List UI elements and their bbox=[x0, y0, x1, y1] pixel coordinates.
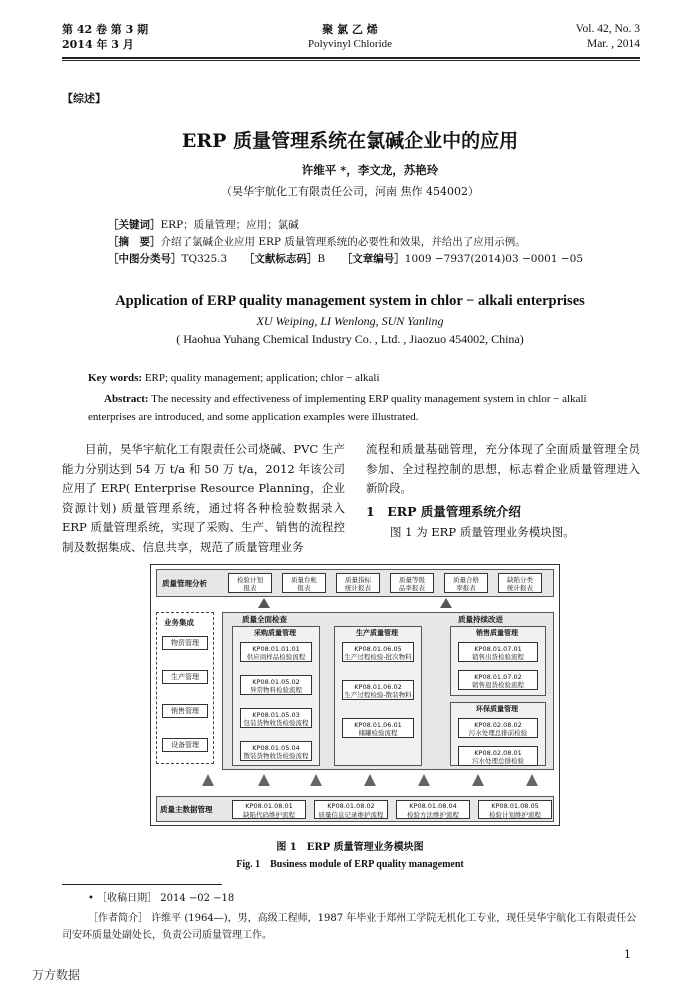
sales-process-box: KP08.01.07.02 销售退货检验流程 bbox=[458, 670, 538, 690]
authors-en: XU Weiping, LI Wenlong, SUN Yanling bbox=[256, 314, 444, 328]
purchase-title: 采购质量管理 bbox=[254, 629, 296, 637]
figure-caption-en: Fig. 1 Business module of ERP quality management bbox=[236, 859, 464, 870]
abstract-cn: ［摘 要］介绍了氯碱企业应用 ERP 质量管理系统的必要性和效果，并给出了应用示例。 bbox=[108, 236, 526, 248]
body-left-paragraph: 目前，昊华宇航化工有限责任公司烧碱、PVC 生产能力分别达到 54 万 t/a 和 50 万 t/a，2012 年该公司应用了 ERP( Enterprise Resource Planning，企业资源计划) 质量管理系统，通过将各种检验数据录入 ERP 质量管理系统，实现了采购、生产、销售的流程控制及数据集成、信息共享，规范了质量管理业务 bbox=[62, 442, 345, 554]
biz-item: 设备管理 bbox=[162, 738, 208, 752]
bullet-icon: • bbox=[88, 893, 98, 904]
header-issue: Vol. 42, No. 3 Mar. , 2014 bbox=[575, 23, 640, 50]
master-data-box: KP08.01.08.02 质量信息记录维护流程 bbox=[314, 800, 388, 819]
production-title: 生产质量管理 bbox=[356, 629, 398, 637]
master-data-box: KP08.01.08.04 检验方法维护流程 bbox=[396, 800, 470, 819]
arrow-up-icon bbox=[258, 774, 270, 786]
header-journal: 聚 氯 乙 烯 Polyvinyl Chloride bbox=[307, 23, 393, 50]
production-process-box: KP08.01.06.05 生产过程检验-批次物料 bbox=[342, 642, 414, 662]
body-right-paragraph: 流程和质量基础管理，充分体现了全面质量管理全员参加、全过程控制的思想，标志着企业质量管理进入新阶段。 bbox=[366, 442, 640, 495]
qa-report-box: 质量台帐 报表 bbox=[282, 573, 326, 593]
env-process-box: KP08.02.08.01 污水处理总排检验 bbox=[458, 746, 538, 766]
biz-item: 销售管理 bbox=[162, 704, 208, 718]
qa-label: 质量管理分析 bbox=[162, 579, 207, 588]
arrow-up-icon bbox=[202, 774, 214, 786]
header-volume: 第 42 卷 第 3 期 2014 年 3 月 bbox=[62, 23, 149, 51]
keywords-cn: ［关键词］ERP；质量管理；应用；氯碱 bbox=[108, 219, 299, 231]
env-process-box: KP08.02.08.02 污水处理总排前检验 bbox=[458, 718, 538, 738]
arrow-up-icon bbox=[364, 774, 376, 786]
full-check-label: 质量全面检查 bbox=[242, 615, 287, 624]
env-title: 环保质量管理 bbox=[476, 705, 518, 713]
arrow-up-icon bbox=[418, 774, 430, 786]
purchase-process-box: KP08.01.05.04 散装货物收货检验流程 bbox=[240, 741, 312, 761]
biz-item: 物资管理 bbox=[162, 636, 208, 650]
qa-report-box: 质量等级 品率报表 bbox=[390, 573, 434, 593]
arrow-up-icon bbox=[440, 598, 452, 608]
sales-title: 销售质量管理 bbox=[476, 629, 518, 637]
qa-report-box: 检验计划 报表 bbox=[228, 573, 272, 593]
qa-report-box: 缺陷分类 统计报表 bbox=[498, 573, 542, 593]
footnote-rule bbox=[62, 884, 222, 885]
figure-caption-cn: 图 1 ERP 质量管理业务模块图 bbox=[276, 842, 424, 853]
section-1-text: 图 1 为 ERP 质量管理业务模块图。 bbox=[390, 525, 575, 539]
master-label: 质量主数据管理 bbox=[160, 805, 213, 814]
figure-1 bbox=[150, 564, 560, 826]
section-1-title: 1 ERP 质量管理系统介绍 bbox=[366, 504, 521, 519]
abstract-en: Abstract: The necessity and effectiveness of implementing ERP quality management system in chlor − alkali enterprises are introduced, and some application examples were illustrated. bbox=[88, 393, 587, 423]
paper-title-cn: ERP 质量管理系统在氯碱企业中的应用 bbox=[181, 130, 519, 152]
production-process-box: KP08.01.06.01 储罐检验流程 bbox=[342, 718, 414, 738]
master-data-box: KP08.01.08.01 缺陷代码维护流程 bbox=[232, 800, 306, 819]
page-number: 1 bbox=[624, 948, 631, 961]
watermark: 万方数据 bbox=[32, 968, 81, 982]
arrow-up-icon bbox=[526, 774, 538, 786]
purchase-process-box: KP08.01.05.03 包装货物收货检验流程 bbox=[240, 708, 312, 728]
purchase-process-box: KP08.01.01.01 供应商样品检验流程 bbox=[240, 642, 312, 662]
arrow-up-icon bbox=[310, 774, 322, 786]
affiliation-en: ( Haohua Yuhang Chemical Industry Co. , Ltd. , Jiaozuo 454002, China) bbox=[176, 332, 524, 346]
footnote-bio: ［作者简介］ 许维平 (1964—)，男，高级工程师，1987 年毕业于郑州工学院无机化工专业，现任昊华宇航化工有限责任公司安环质量处副处长，负责公司质量管理工作。 bbox=[62, 913, 637, 941]
biz-label: 业务集成 bbox=[164, 618, 194, 627]
improve-label: 质量持续改进 bbox=[458, 615, 503, 624]
authors-cn: 许维平 *，李文龙，苏艳玲 bbox=[301, 163, 439, 177]
header-rule-thin bbox=[62, 60, 640, 61]
arrow-up-icon bbox=[472, 774, 484, 786]
purchase-process-box: KP08.01.05.02 异常物料检验流程 bbox=[240, 675, 312, 695]
classification: ［中图分类号］TQ325.3 ［文献标志码］B ［文章编号］1009 −7937(2014)03 −0001 −05 bbox=[108, 253, 584, 265]
production-process-box: KP08.01.06.02 生产过程检验-散装物料 bbox=[342, 680, 414, 700]
header-rule bbox=[62, 57, 640, 59]
affiliation-cn: （昊华宇航化工有限责任公司，河南 焦作 454002） bbox=[221, 185, 479, 198]
sales-process-box: KP08.01.07.01 销售出货检验流程 bbox=[458, 642, 538, 662]
arrow-up-icon bbox=[258, 598, 270, 608]
keywords-en: Key words: ERP; quality management; application; chlor − alkali bbox=[88, 372, 380, 384]
qa-report-box: 质量合格 率报表 bbox=[444, 573, 488, 593]
biz-item: 生产管理 bbox=[162, 670, 208, 684]
paper-title-en: Application of ERP quality management system in chlor − alkali enterprises bbox=[115, 293, 585, 309]
section-tag: 【综述】 bbox=[62, 92, 106, 105]
qa-report-box: 质量指标 统计报表 bbox=[336, 573, 380, 593]
master-data-box: KP08.01.08.05 检验计划维护流程 bbox=[478, 800, 552, 819]
footnote-received: • ［收稿日期］ 2014 −02 −18 bbox=[88, 893, 235, 904]
